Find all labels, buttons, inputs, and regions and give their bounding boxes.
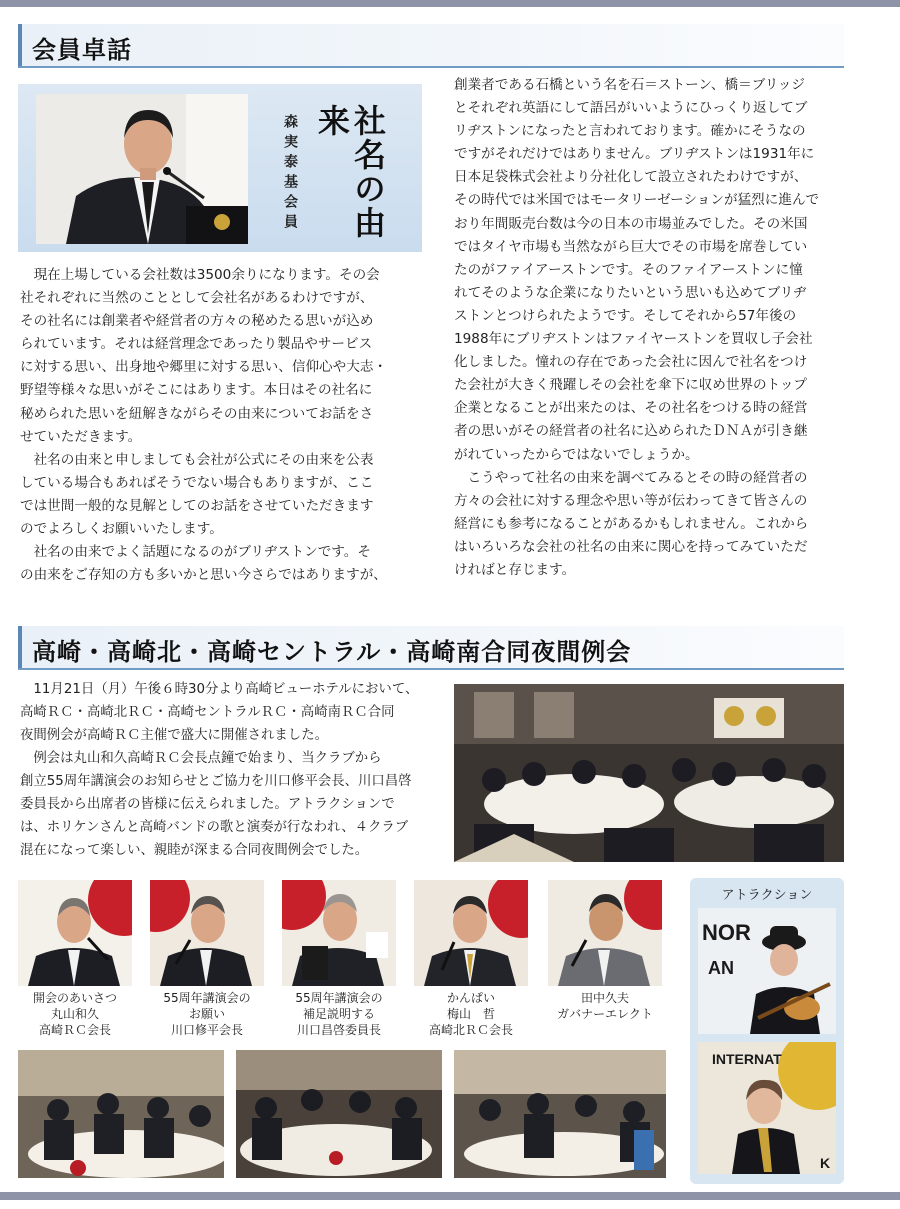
top-border <box>0 0 900 7</box>
body-line: ではタイヤ市場も当然ながら巨大でその市場を席巻してい <box>454 238 808 255</box>
body-line: に対する思い、出身地や郷里に対する思い、信仰心や大志・ <box>20 359 388 376</box>
body-line: 社それぞれに当然のこととして会社名があるわけですが、 <box>20 290 374 307</box>
body-line: 社名の由来と申しましても会社が公式にその由来を公表 <box>20 451 374 468</box>
body-line: せていただきます。 <box>20 428 142 445</box>
body-line: 委員長から出席者の皆様に伝えられました。アトラクションで <box>20 797 395 812</box>
event-photo-table-2 <box>236 1050 442 1178</box>
photo-55th-explanation <box>282 880 396 986</box>
body-line: のでよろしくお願いいたします。 <box>20 521 223 538</box>
body-line: こうやって社名の由来を調べてみるとその時の経営者の <box>454 469 808 486</box>
body-line: その社名には創業者や経営者の方々の秘めたる思いが込め <box>20 313 374 330</box>
header-accent <box>18 626 22 668</box>
caption-toast <box>410 990 532 1038</box>
caption-explanation <box>278 990 400 1038</box>
speaker-photo <box>36 94 248 244</box>
event-photo-table-3 <box>454 1050 666 1178</box>
body-line: 夜間例会が高崎ＲＣ主催で盛大に開催されました。 <box>20 728 328 743</box>
caption-line: 川口昌啓委員長 <box>296 1023 381 1037</box>
body-line: その時代では米国ではモータリーゼーションが猛烈に進んで <box>454 192 820 209</box>
body-line: おり年間販売台数は今の日本の市場並みでした。その米国 <box>454 215 808 232</box>
body-line: ければと存じます。 <box>454 561 576 578</box>
body-line: がれていったからではないでしょうか。 <box>454 446 699 463</box>
article-author: 森実泰基会員 <box>282 114 298 234</box>
body-line: 日本足袋株式会社より分社化して設立されたわけですが、 <box>454 169 808 186</box>
photo-opening-speech <box>18 880 132 986</box>
body-line: ストンとつけられたようです。そしてそれから57年後の <box>454 307 797 324</box>
banquet-hall-photo <box>454 684 844 862</box>
caption-opening <box>14 990 136 1038</box>
body-line: はいろいろな会社の社名の由来に関心を持ってみていただ <box>454 538 808 555</box>
body-line: 方々の会社に対する理念や思い等が伝わってきて皆さんの <box>454 492 808 509</box>
photo-55th-request <box>150 880 264 986</box>
banner-text-an: AN <box>708 958 734 978</box>
body-line: 企業となることが出来たのは、その社名をつける時の経営 <box>454 400 808 417</box>
section-title: 会員卓話 <box>32 36 132 64</box>
article-title: 社名の由来 <box>313 104 387 240</box>
body-line: 創業者である石橋という名を石＝ストーン、橋＝ブリッジ <box>454 77 805 93</box>
section-header-joint-meeting <box>18 626 844 670</box>
banner-text-international: INTERNAT <box>712 1051 782 1067</box>
body-line: とそれぞれ英語にして語呂がいいようにひっくり返してブ <box>454 100 808 117</box>
body-line: ですがそれだけではありません。ブリヂストンは1931年に <box>454 146 815 163</box>
photo-toast <box>414 880 528 986</box>
attraction-photo-saxophone <box>698 1042 836 1174</box>
body-line: 現在上場している会社数は3500余りになります。その会 <box>20 267 380 283</box>
body-line: 野望等様々な思いがそこにはあります。本日はその社名に <box>20 382 373 399</box>
bottom-border <box>0 1192 900 1200</box>
caption-line: 田中久夫 <box>580 991 629 1005</box>
body-line: 経営にも参考になることがあるかもしれません。これから <box>454 515 809 532</box>
body-line: たのがファイアーストンです。そのファイアーストンに憧 <box>454 261 803 278</box>
body-right-column <box>454 74 846 582</box>
caption-request <box>146 990 268 1038</box>
caption-line: ガバナーエレクト <box>557 1007 653 1021</box>
caption-line: 55周年講演会の <box>295 991 383 1005</box>
attraction-panel <box>690 878 844 1184</box>
body-line: 秘められた思いを紐解きながらその由来についてお話をさ <box>20 405 374 422</box>
body-line: 例会は丸山和久高崎ＲＣ会長点鐘で始まり、当クラブから <box>20 751 382 766</box>
body-line: 混在になって楽しい、親睦が深まる合同夜間例会でした。 <box>20 843 369 858</box>
body-line: では世間一般的な見解としてのお話をさせていただきます <box>20 497 374 514</box>
body-line: 社名の由来でよく話題になるのがブリヂストンです。そ <box>20 544 371 561</box>
body-line: 1988年にブリヂストンはファイヤーストンを買収し子会社 <box>454 331 813 348</box>
caption-line: 梅山 哲 <box>446 1007 495 1021</box>
banner-text-nor: NOR <box>702 920 751 945</box>
event-photo-table-1 <box>18 1050 224 1178</box>
body-line: た会社が大きく飛躍しその会社を傘下に収め世界のトップ <box>454 377 808 394</box>
caption-line: 55周年講演会の <box>163 991 251 1005</box>
body-line: 11月21日（月）午後６時30分より高崎ビューホテルにおいて、 <box>20 682 419 697</box>
body-line: られています。それは経営理念であったり製品やサービス <box>20 336 373 353</box>
body-line: リヂストンになったと言われております。確かにそうなの <box>454 123 806 140</box>
attraction-label: アトラクション <box>721 888 813 903</box>
sign-text: K <box>820 1155 831 1171</box>
speaker-panel <box>18 84 422 252</box>
attraction-photo-guitar <box>698 908 836 1034</box>
section-header-member-talk <box>18 24 844 68</box>
caption-governor <box>540 990 670 1022</box>
body-line: 化しました。憧れの存在であった会社に因んで社名をつけ <box>454 354 808 371</box>
header-accent <box>18 24 22 66</box>
section-title: 高崎・高崎北・高崎セントラル・高崎南合同夜間例会 <box>32 638 632 666</box>
caption-line: かんぱい <box>446 991 495 1005</box>
caption-line: お願い <box>188 1007 225 1021</box>
caption-line: 高崎ＲＣ会長 <box>38 1023 111 1037</box>
meeting-report <box>20 678 448 862</box>
body-line: れてそのような企業になりたいという思いも込めてブリヂ <box>454 284 807 301</box>
body-line: の由来をご存知の方も多いかと思い今さらではありますが、 <box>20 567 387 584</box>
body-line: 高崎ＲＣ・高崎北ＲＣ・高崎セントラルＲＣ・高崎南ＲＣ合同 <box>20 705 395 720</box>
caption-line: 開会のあいさつ <box>32 991 117 1005</box>
caption-line: 川口修平会長 <box>170 1023 243 1037</box>
body-line: している場合もあればそうでない場合もありますが、ここ <box>20 474 374 491</box>
caption-line: 補足説明する <box>302 1007 375 1021</box>
body-line: は、ホリケンさんと高崎バンドの歌と演奏が行なわれ、４クラブ <box>20 820 409 835</box>
body-line: 創立55周年講演会のお知らせとご協力を川口修平会長、川口昌啓 <box>20 774 412 789</box>
caption-line: 高崎北ＲＣ会長 <box>428 1023 513 1037</box>
caption-line: 丸山和久 <box>50 1007 99 1021</box>
photo-governor-elect <box>548 880 662 986</box>
body-left-column <box>20 264 420 587</box>
body-line: 者の思いがその経営者の社名に込められたＤＮＡが引き継 <box>454 423 808 440</box>
